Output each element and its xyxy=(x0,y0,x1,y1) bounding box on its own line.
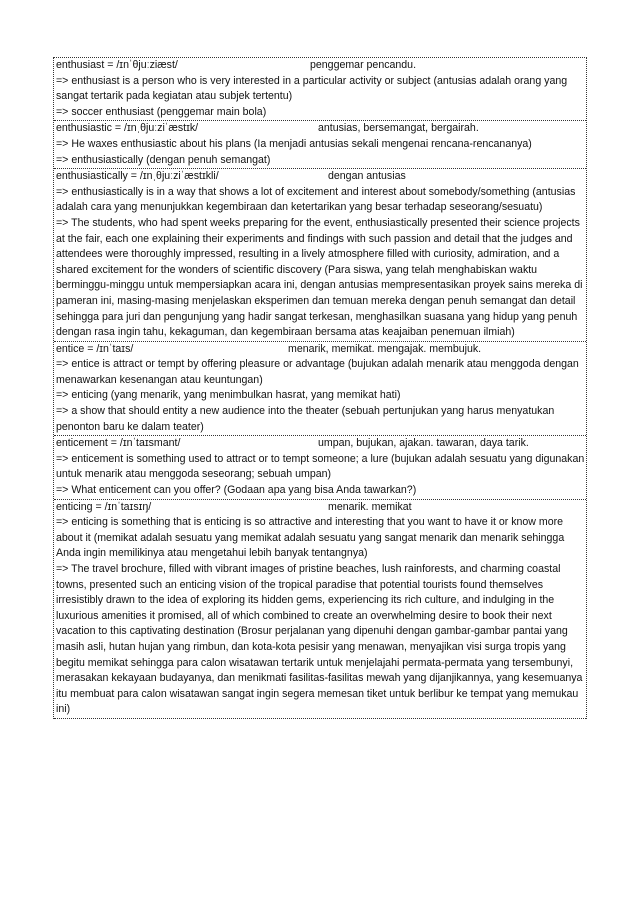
entry-headword: entice = /ɪnˈtaɪs/ xyxy=(56,342,134,355)
entry-headline xyxy=(56,58,586,74)
dictionary-entry xyxy=(54,58,586,121)
entry-gloss: penggemar pencandu. xyxy=(310,59,417,71)
entry-headword: enthusiastically = /ɪnˌθjuːziˈæstɪkli/ xyxy=(56,170,219,183)
entry-gloss: umpan, bujukan, ajakan. tawaran, daya tarik. xyxy=(318,437,529,450)
entry-line: => The travel brochure, filled with vibrant images of pristine beaches, lush rainforests, and charming coastal towns, presented such an enticing vision of the tropical paradise that potential tourists found themselves irresistibly drawn to the idea of exploring its hidden gems, experiencing its rich culture, and indulging in the luxurious amenities it promised, all of which combined to create an overwhelming desire to book their next vacation to this captivating destination (Brosur perjalanan yang dipenuhi dengan gambar-gambar pantai yang masih asli, hutan hujan yang rimbun, dan kota-kota pesisir yang menawan, menyajikan visi surga tropis yang begitu memikat sehingga para calon wisatawan tertarik untuk menjelajahi permata-permata yang tersembunyi, merasakan kekayaan budayanya, dan menikmati fasilitas-fasilitas mewah yang dijanjikannya, yang kesemuanya itu membuat para calon wisatawan sangat ingin segera memesan tiket untuk berlibur ke tempat yang memukau ini) xyxy=(56,563,583,716)
entry-gloss: menarik, memikat. mengajak. membujuk. xyxy=(288,342,482,355)
entry-headword: enthusiast = /ɪnˈθjuːziæst/ xyxy=(56,59,178,71)
dictionary-entries xyxy=(53,57,587,719)
entry-line: => enthusiastically is in a way that shows a lot of excitement and interest about somebody/something (antusias adalah cara yang menunjukkan kegembiraan dan ketertarikan yang besar terhadap seseorang/sesuatu) xyxy=(56,185,576,214)
entry-headword: enticing = /ɪnˈtaɪsɪŋ/ xyxy=(56,500,152,513)
dictionary-entry xyxy=(54,121,586,169)
entry-gloss: dengan antusias xyxy=(328,170,406,183)
entry-line: => enthusiastically (dengan penuh semangat) xyxy=(56,153,271,166)
entry-line: => What enticement can you offer? (Godaan apa yang bisa Anda tawarkan?) xyxy=(56,484,417,497)
entry-line: => entice is attract or tempt by offering pleasure or advantage (bujukan adalah menarik atau menggoda dengan menawarkan kesenangan atau keuntungan) xyxy=(56,358,579,386)
entry-gloss: menarik. memikat xyxy=(328,500,412,513)
dictionary-entry xyxy=(54,342,586,437)
entry-line: => enticing (yang menarik, yang menimbulkan hasrat, yang memikat hati) xyxy=(56,389,401,402)
entry-line: => enticing is something that is enticing is so attractive and interesting that you want to have it or know more about it (memikat adalah sesuatu yang memikat adalah sesuatu yang sangat menarik dan menarik sehingga Anda ingin memilikinya atau mengetahui lebih banyak tentangnya) xyxy=(56,516,565,560)
entry-line: => The students, who had spent weeks preparing for the event, enthusiastically presented their science projects at the fair, each one explaining their experiments and findings with such passion and detail that the judges and attendees were thoroughly impressed, resulting in a lively atmosphere filled with curiosity, admiration, and a shared excitement for the wonders of scientific discovery (Para siswa, yang telah menghabiskan waktu berminggu-minggu untuk mempersiapkan acara ini, dengan antusias mempresentasikan proyek sains mereka di pameran ini, masing-masing menjelaskan eksperimen dan temuan mereka dengan penuh semangat dan detail sehingga para juri dan pengunjung yang hadir sangat terkesan, menghasilkan suasana yang hidup yang penuh dengan rasa ingin tahu, kekaguman, dan kegembiraan bersama atas keajaiban penemuan ilmiah) xyxy=(56,216,583,339)
entry-line: => enthusiast is a person who is very interested in a particular activity or subject (antusias adalah orang yang sangat tertarik pada kegiatan atau subjek tertentu) xyxy=(56,74,568,103)
entry-headline xyxy=(56,436,586,452)
dictionary-entry xyxy=(54,500,586,719)
entry-line: => enticement is something used to attract or to tempt someone; a lure (bujukan adalah sesuatu yang digunakan untuk menarik atau menggoda seseorang; sebuah umpan) xyxy=(56,452,585,481)
entry-headline xyxy=(56,500,586,516)
entry-headword: enticement = /ɪnˈtaɪsmant/ xyxy=(56,437,181,450)
entry-headword: enthusiastic = /ɪnˌθjuːziˈæstɪk/ xyxy=(56,122,199,135)
entry-gloss: antusias, bersemangat, bergairah. xyxy=(318,122,479,135)
entry-line: => He waxes enthusiastic about his plans (Ia menjadi antusias sekali mengenai rencana-rencananya) xyxy=(56,137,532,150)
entry-line: => a show that should entity a new audience into the theater (sebuah pertunjukan yang harus menyatukan penonton baru ke dalam teater) xyxy=(56,405,555,433)
dictionary-entry xyxy=(54,169,586,342)
entry-headline xyxy=(56,121,586,137)
entry-line: => soccer enthusiast (penggemar main bola) xyxy=(56,105,267,118)
dictionary-entry xyxy=(54,436,586,499)
entry-headline xyxy=(56,342,586,358)
entry-headline xyxy=(56,169,586,185)
